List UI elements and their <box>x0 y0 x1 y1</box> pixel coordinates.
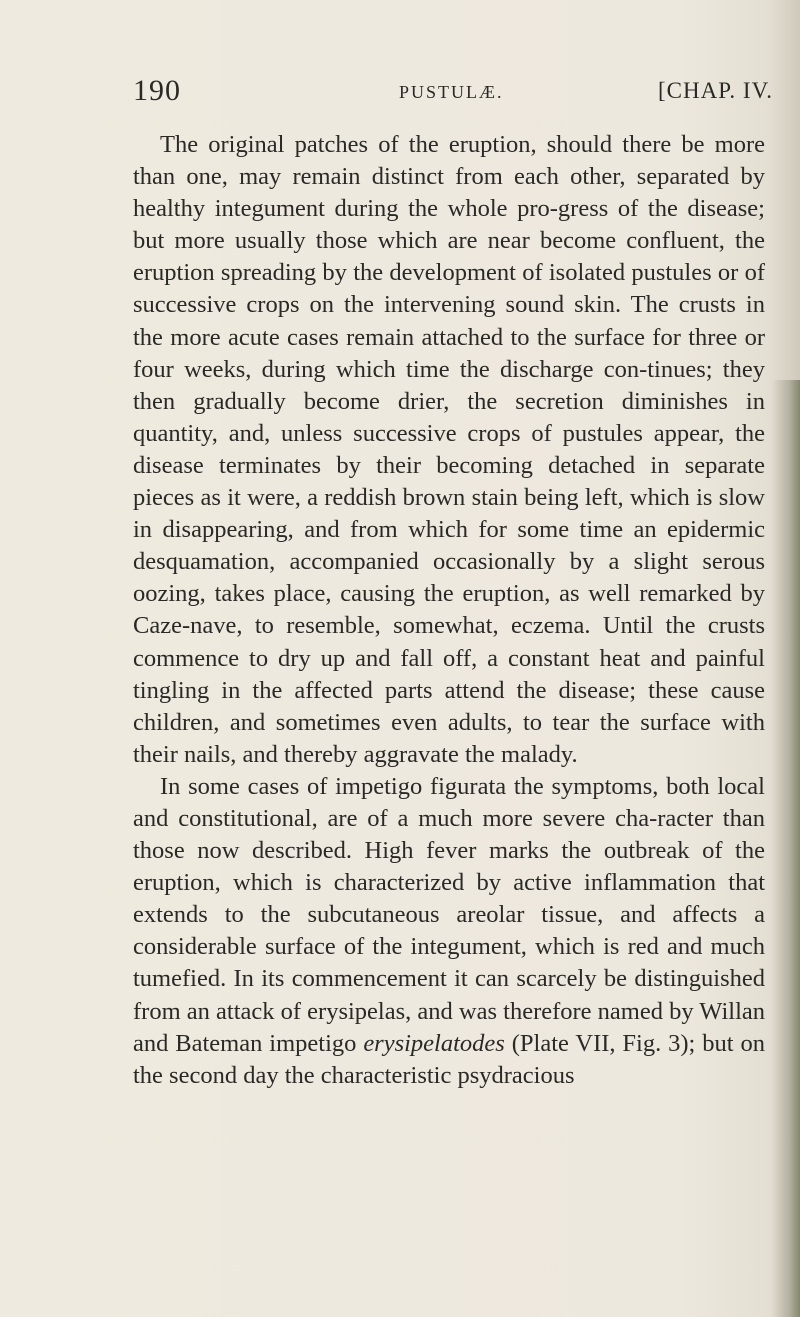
page-number: 190 <box>133 74 181 107</box>
page-header <box>133 74 773 108</box>
running-title: PUSTULÆ. <box>399 82 504 102</box>
body-text <box>133 129 765 1092</box>
italic-term: erysipelatodes <box>363 1029 505 1057</box>
chapter-reference: [CHAP. IV. <box>657 78 773 103</box>
paragraph-text: (Plate VII, Fig. 3); but on the second day the characteristic psydracious <box>133 1029 766 1089</box>
paragraph: The original patches of the eruption, should there be more than one, may remain distinct from each other, separated by healthy integument during the whole pro-gress of the disease; but more usually those which are near become confluent, the eruption spreading by the development of isolated pustules or of successive crops on the intervening sound skin. The crusts in the more acute cases remain attached to the surface for three or four weeks, during which time the discharge con-tinues; they then gradually become drier, the secretion diminishes in quantity, and, unless successive crops of pustules appear, the disease terminates by their becoming detached in separate pieces as it were, a reddish brown stain being left, which is slow in disappearing, and from which for some time an epidermic desquamation, accompanied occasionally by a slight serous oozing, takes place, causing the eruption, as well remarked by Caze-nave, to resemble, somewhat, eczema. Until the crusts commence to dry up and fall off, a constant heat and painful tingling in the affected parts attend the disease; these cause children, and sometimes even adults, to tear the surface with their nails, and thereby aggravate the malady. <box>133 131 765 768</box>
paragraph <box>133 771 765 1092</box>
page-edge-shadow <box>772 380 800 1317</box>
paragraph-text: In some cases of impetigo figurata the symptoms, both local and constitutional, are of a much more severe cha-racter than those now described. High fever marks the outbreak of the eruption, which is characterized by active inflammation that extends to the subcutaneous areolar tissue, and affects a considerable surface of the integument, which is red and much tumefied. In its commencement it can scarcely be distinguished from an attack of erysipelas, and was therefore named by Willan and Bateman impetigo <box>133 772 765 1057</box>
